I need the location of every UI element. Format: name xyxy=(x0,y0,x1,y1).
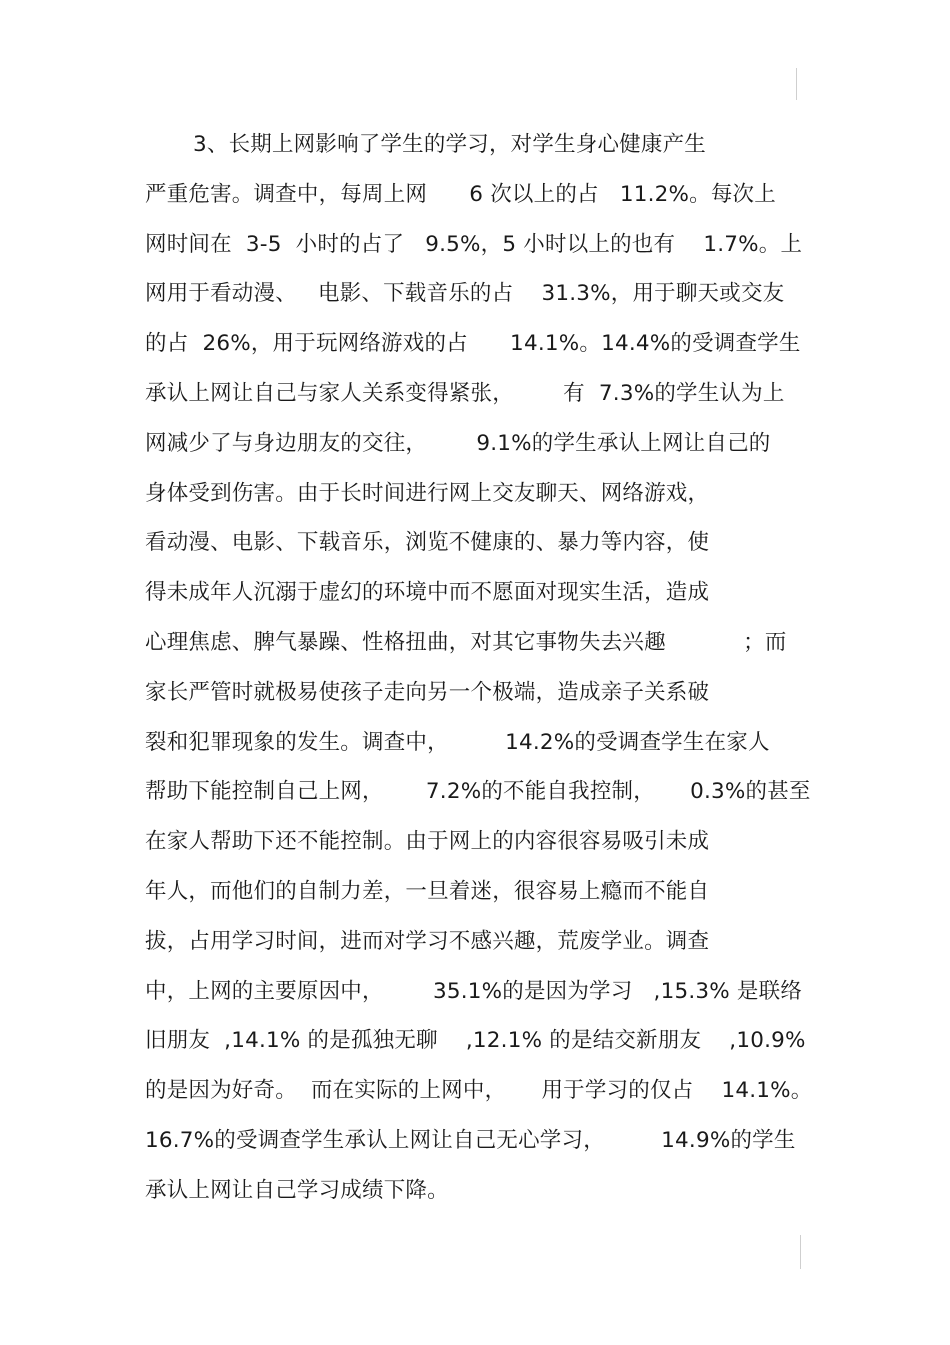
paragraph-line: 身体受到伤害。由于长时间进行网上交友聊天、网络游戏， xyxy=(145,480,710,506)
page-corner-mark-top xyxy=(796,68,797,100)
paragraph-line: 网用于看动漫、 电影、下载音乐的占 31.3%，用于聊天或交友 xyxy=(145,281,785,307)
paragraph-line: 承认上网让自己与家人关系变得紧张， 有 7.3%的学生认为上 xyxy=(145,380,785,406)
paragraph-line: 年人，而他们的自制力差，一旦着迷，很容易上瘾而不能自 xyxy=(145,878,710,904)
paragraph-line: 3、长期上网影响了学生的学习，对学生身心健康产生 xyxy=(193,132,706,157)
paragraph-line: 得未成年人沉溺于虚幻的环境中而不愿面对现实生活，造成 xyxy=(145,580,710,606)
paragraph-line: 裂和犯罪现象的发生。调查中， 14.2%的受调查学生在家人 xyxy=(145,729,770,755)
paragraph-line: 的占 26%，用于玩网络游戏的占 14.1%。14.4%的受调查学生 xyxy=(145,331,801,357)
paragraph-line: 家长严管时就极易使孩子走向另一个极端，造成亲子关系破 xyxy=(145,679,710,705)
paragraph-line: 的是因为好奇。 而在实际的上网中， 用于学习的仅占 14.1%。 xyxy=(145,1078,813,1104)
paragraph-line: 心理焦虑、脾气暴躁、性格扭曲，对其它事物失去兴趣 ；而 xyxy=(145,629,787,655)
paragraph-line: 帮助下能控制自己上网， 7.2%的不能自我控制， 0.3%的甚至 xyxy=(145,779,811,805)
paragraph-line: 严重危害。调查中，每周上网 6 次以上的占 11.2%。每次上 xyxy=(145,181,776,207)
paragraph-line: 看动漫、电影、下载音乐，浏览不健康的、暴力等内容，使 xyxy=(145,530,710,556)
paragraph-line: 中，上网的主要原因中， 35.1%的是因为学习 ,15.3% 是联络 xyxy=(145,978,803,1004)
page-corner-mark-bottom xyxy=(800,1235,801,1269)
paragraph-line: 网时间在 3-5 小时的占了 9.5%，5 小时以上的也有 1.7%。上 xyxy=(145,231,803,257)
body-paragraph xyxy=(145,120,815,1216)
paragraph-line: 网减少了与身边朋友的交往， 9.1%的学生承认上网让自己的 xyxy=(145,430,771,456)
paragraph-line: 旧朋友 ,14.1% 的是孤独无聊 ,12.1% 的是结交新朋友 ,10.9% xyxy=(145,1028,806,1054)
paragraph-line: 承认上网让自己学习成绩下降。 xyxy=(145,1177,449,1203)
paragraph-line: 在家人帮助下还不能控制。由于网上的内容很容易吸引未成 xyxy=(145,829,710,855)
paragraph-line: 拔，占用学习时间，进而对学习不感兴趣，荒废学业。调查 xyxy=(145,928,710,954)
paragraph-line: 16.7%的受调查学生承认上网让自己无心学习， 14.9%的学生 xyxy=(145,1127,796,1153)
